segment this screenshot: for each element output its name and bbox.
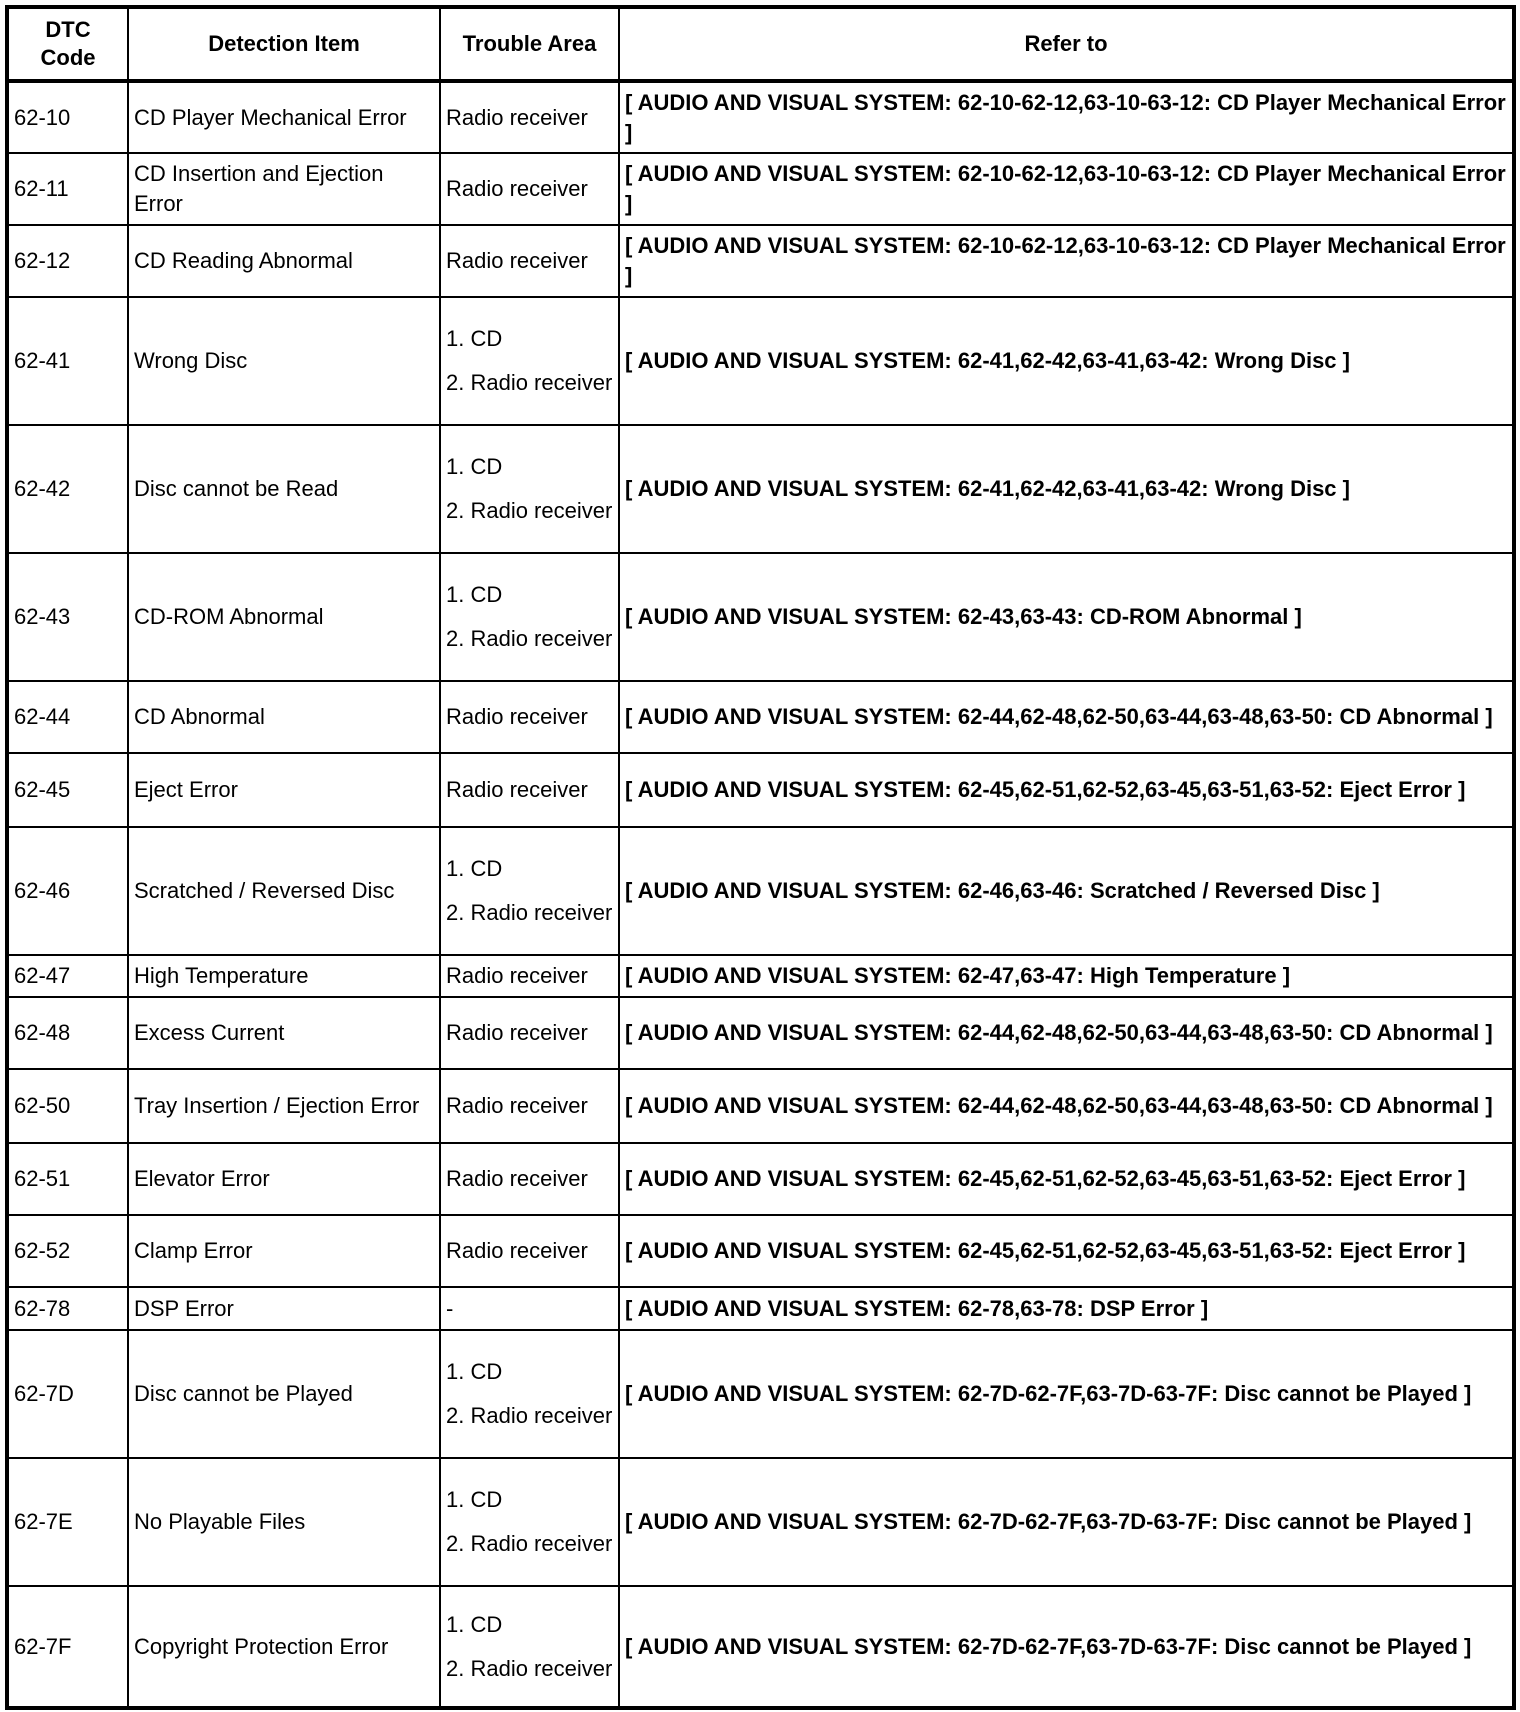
table-row xyxy=(7,1458,1514,1586)
trouble-area-item: 1. CD xyxy=(446,582,503,607)
trouble-area-item: 1. CD xyxy=(446,1611,503,1637)
trouble-area xyxy=(440,753,619,827)
trouble-area xyxy=(440,225,619,297)
dtc-code: 62-46 xyxy=(7,827,128,955)
refer-to-link[interactable]: [ AUDIO AND VISUAL SYSTEM: 62-46,63-46: Scratched / Reversed Disc ] xyxy=(619,827,1514,955)
detection-item: CD Abnormal xyxy=(128,681,440,753)
refer-to-link[interactable]: [ AUDIO AND VISUAL SYSTEM: 62-45,62-51,62-52,63-45,63-51,63-52: Eject Error ] xyxy=(619,753,1514,827)
trouble-area xyxy=(440,553,619,681)
trouble-area-item: 2. Radio receiver xyxy=(446,900,613,925)
refer-to-link[interactable]: [ AUDIO AND VISUAL SYSTEM: 62-47,63-47: High Temperature ] xyxy=(619,955,1514,997)
detection-item: DSP Error xyxy=(128,1287,440,1330)
detection-item: CD-ROM Abnormal xyxy=(128,553,440,681)
table-row xyxy=(7,153,1514,225)
trouble-area xyxy=(440,997,619,1069)
trouble-area-item: Radio receiver xyxy=(446,176,588,201)
detection-item: Excess Current xyxy=(128,997,440,1069)
table-row xyxy=(7,1586,1514,1708)
trouble-area-item: - xyxy=(446,1295,454,1321)
trouble-area xyxy=(440,297,619,425)
refer-to-link[interactable]: [ AUDIO AND VISUAL SYSTEM: 62-41,62-42,63-41,63-42: Wrong Disc ] xyxy=(619,425,1514,553)
trouble-area-item: 1. CD xyxy=(446,1359,503,1384)
trouble-area-item: 1. CD xyxy=(446,326,503,351)
refer-to-link[interactable]: [ AUDIO AND VISUAL SYSTEM: 62-10-62-12,63-10-63-12: CD Player Mechanical Error ] xyxy=(619,81,1514,153)
refer-to-link[interactable]: [ AUDIO AND VISUAL SYSTEM: 62-45,62-51,62-52,63-45,63-51,63-52: Eject Error ] xyxy=(619,1143,1514,1215)
detection-item: CD Player Mechanical Error xyxy=(128,81,440,153)
trouble-area xyxy=(440,1586,619,1708)
trouble-area xyxy=(440,1330,619,1458)
dtc-code: 62-50 xyxy=(7,1069,128,1143)
detection-item: CD Insertion and Ejection Error xyxy=(128,153,440,225)
detection-item: No Playable Files xyxy=(128,1458,440,1586)
trouble-area xyxy=(440,81,619,153)
dtc-code: 62-78 xyxy=(7,1287,128,1330)
detection-item: Tray Insertion / Ejection Error xyxy=(128,1069,440,1143)
refer-to-link[interactable]: [ AUDIO AND VISUAL SYSTEM: 62-7D-62-7F,63-7D-63-7F: Disc cannot be Played ] xyxy=(619,1586,1514,1708)
trouble-area-item: 2. Radio receiver xyxy=(446,498,613,523)
table-row xyxy=(7,81,1514,153)
detection-item: Disc cannot be Played xyxy=(128,1330,440,1458)
trouble-area-item: Radio receiver xyxy=(446,248,588,273)
dtc-table xyxy=(5,5,1516,1710)
refer-to-link[interactable]: [ AUDIO AND VISUAL SYSTEM: 62-10-62-12,63-10-63-12: CD Player Mechanical Error ] xyxy=(619,153,1514,225)
dtc-code: 62-10 xyxy=(7,81,128,153)
dtc-code: 62-7F xyxy=(7,1586,128,1708)
trouble-area-item: Radio receiver xyxy=(446,1020,588,1045)
dtc-code: 62-45 xyxy=(7,753,128,827)
dtc-code: 62-47 xyxy=(7,955,128,997)
table-row xyxy=(7,1287,1514,1330)
dtc-code: 62-41 xyxy=(7,297,128,425)
table-row xyxy=(7,1069,1514,1143)
refer-to-link[interactable]: [ AUDIO AND VISUAL SYSTEM: 62-78,63-78: DSP Error ] xyxy=(619,1287,1514,1330)
table-row xyxy=(7,225,1514,297)
trouble-area-item: Radio receiver xyxy=(446,1093,588,1118)
detection-item: Copyright Protection Error xyxy=(128,1586,440,1708)
refer-to-link[interactable]: [ AUDIO AND VISUAL SYSTEM: 62-7D-62-7F,63-7D-63-7F: Disc cannot be Played ] xyxy=(619,1458,1514,1586)
table-row xyxy=(7,681,1514,753)
trouble-area-item: 2. Radio receiver xyxy=(446,626,613,651)
trouble-area-item: 2. Radio receiver xyxy=(446,1655,613,1681)
trouble-area xyxy=(440,1458,619,1586)
table-row xyxy=(7,827,1514,955)
dtc-code: 62-48 xyxy=(7,997,128,1069)
detection-item: Eject Error xyxy=(128,753,440,827)
refer-to-link[interactable]: [ AUDIO AND VISUAL SYSTEM: 62-44,62-48,62-50,63-44,63-48,63-50: CD Abnormal ] xyxy=(619,681,1514,753)
trouble-area xyxy=(440,1215,619,1287)
detection-item: CD Reading Abnormal xyxy=(128,225,440,297)
dtc-code: 62-12 xyxy=(7,225,128,297)
detection-item: High Temperature xyxy=(128,955,440,997)
trouble-area-item: 2. Radio receiver xyxy=(446,1531,613,1556)
trouble-area-item: Radio receiver xyxy=(446,1238,588,1263)
trouble-area-item: Radio receiver xyxy=(446,104,588,130)
dtc-code: 62-52 xyxy=(7,1215,128,1287)
trouble-area-item: Radio receiver xyxy=(446,963,588,988)
table-row xyxy=(7,1215,1514,1287)
detection-item: Clamp Error xyxy=(128,1215,440,1287)
header-detection-item: Detection Item xyxy=(128,7,440,81)
trouble-area-item: Radio receiver xyxy=(446,777,588,802)
table-row xyxy=(7,753,1514,827)
header-trouble-area: Trouble Area xyxy=(440,7,619,81)
dtc-code: 62-7D xyxy=(7,1330,128,1458)
table-row xyxy=(7,1330,1514,1458)
header-row xyxy=(7,7,1514,81)
table-row xyxy=(7,553,1514,681)
header-dtc-code: DTC Code xyxy=(7,7,128,81)
dtc-code: 62-42 xyxy=(7,425,128,553)
trouble-area-item: 2. Radio receiver xyxy=(446,370,613,395)
detection-item: Disc cannot be Read xyxy=(128,425,440,553)
dtc-code: 62-7E xyxy=(7,1458,128,1586)
dtc-code: 62-51 xyxy=(7,1143,128,1215)
dtc-code: 62-43 xyxy=(7,553,128,681)
trouble-area-item: Radio receiver xyxy=(446,1166,588,1191)
trouble-area xyxy=(440,681,619,753)
trouble-area-item: 1. CD xyxy=(446,1487,503,1512)
header-refer-to: Refer to xyxy=(619,7,1514,81)
refer-to-link[interactable]: [ AUDIO AND VISUAL SYSTEM: 62-43,63-43: CD-ROM Abnormal ] xyxy=(619,553,1514,681)
refer-to-link[interactable]: [ AUDIO AND VISUAL SYSTEM: 62-45,62-51,62-52,63-45,63-51,63-52: Eject Error ] xyxy=(619,1215,1514,1287)
detection-item: Elevator Error xyxy=(128,1143,440,1215)
table-row xyxy=(7,297,1514,425)
refer-to-link[interactable]: [ AUDIO AND VISUAL SYSTEM: 62-41,62-42,63-41,63-42: Wrong Disc ] xyxy=(619,297,1514,425)
table-row xyxy=(7,1143,1514,1215)
trouble-area-item: 1. CD xyxy=(446,454,503,479)
detection-item: Scratched / Reversed Disc xyxy=(128,827,440,955)
trouble-area-item: 2. Radio receiver xyxy=(446,1403,613,1428)
trouble-area xyxy=(440,827,619,955)
refer-to-link[interactable]: [ AUDIO AND VISUAL SYSTEM: 62-44,62-48,62-50,63-44,63-48,63-50: CD Abnormal ] xyxy=(619,1069,1514,1143)
trouble-area xyxy=(440,955,619,997)
detection-item: Wrong Disc xyxy=(128,297,440,425)
trouble-area-item: 1. CD xyxy=(446,856,503,881)
trouble-area xyxy=(440,153,619,225)
dtc-code: 62-11 xyxy=(7,153,128,225)
dtc-code: 62-44 xyxy=(7,681,128,753)
trouble-area xyxy=(440,425,619,553)
table-row xyxy=(7,425,1514,553)
refer-to-link[interactable]: [ AUDIO AND VISUAL SYSTEM: 62-10-62-12,63-10-63-12: CD Player Mechanical Error ] xyxy=(619,225,1514,297)
refer-to-link[interactable]: [ AUDIO AND VISUAL SYSTEM: 62-44,62-48,62-50,63-44,63-48,63-50: CD Abnormal ] xyxy=(619,997,1514,1069)
table-row xyxy=(7,997,1514,1069)
table-row xyxy=(7,955,1514,997)
trouble-area-item: Radio receiver xyxy=(446,704,588,729)
trouble-area xyxy=(440,1287,619,1330)
refer-to-link[interactable]: [ AUDIO AND VISUAL SYSTEM: 62-7D-62-7F,63-7D-63-7F: Disc cannot be Played ] xyxy=(619,1330,1514,1458)
trouble-area xyxy=(440,1069,619,1143)
trouble-area xyxy=(440,1143,619,1215)
